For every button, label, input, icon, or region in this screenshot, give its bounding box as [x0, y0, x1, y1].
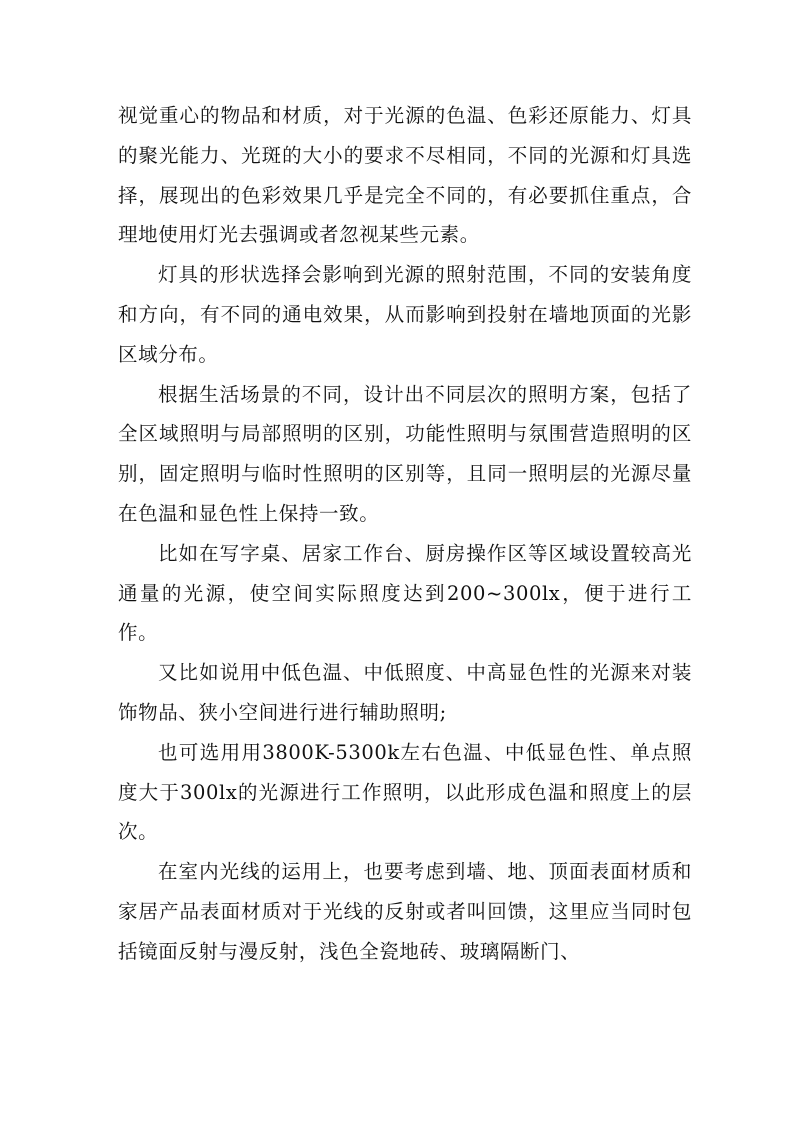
paragraph-1: 视觉重心的物品和材质，对于光源的色温、色彩还原能力、灯具的聚光能力、光斑的大小的要求不尽相同，不同的光源和灯具选择，展现出的色彩效果几乎是完全不同的，有必要抓住重点，合理地使用灯光去强调或者忽视某些元素。 [118, 104, 692, 247]
paragraph-6: 也可选用用3800K-5300k左右色温、中低显色性、单点照度大于300lx的光源进行工作照明，以此形成色温和照度上的层次。 [118, 740, 692, 844]
document-body [118, 96, 692, 972]
paragraph-4: 比如在写字桌、居家工作台、厨房操作区等区域设置较高光通量的光源，使空间实际照度达到200~300lx，便于进行工作。 [118, 541, 692, 645]
paragraph-5: 又比如说用中低色温、中低照度、中高显色性的光源来对装饰物品、狭小空间进行进行辅助照明; [118, 661, 692, 724]
paragraph-2: 灯具的形状选择会影响到光源的照射范围，不同的安装角度和方向，有不同的通电效果，从而影响到投射在墙地顶面的光影区域分布。 [118, 263, 692, 366]
paragraph-7: 在室内光线的运用上，也要考虑到墙、地、顶面表面材质和家居产品表面材质对于光线的反射或者叫回馈，这里应当同时包括镜面反射与漫反射，浅色全瓷地砖、玻璃隔断门、 [118, 860, 692, 963]
paragraph-3: 根据生活场景的不同，设计出不同层次的照明方案，包括了全区域照明与局部照明的区别，功能性照明与氛围营造照明的区别，固定照明与临时性照明的区别等，且同一照明层的光源尽量在色温和显色性上保持一致。 [118, 382, 692, 525]
